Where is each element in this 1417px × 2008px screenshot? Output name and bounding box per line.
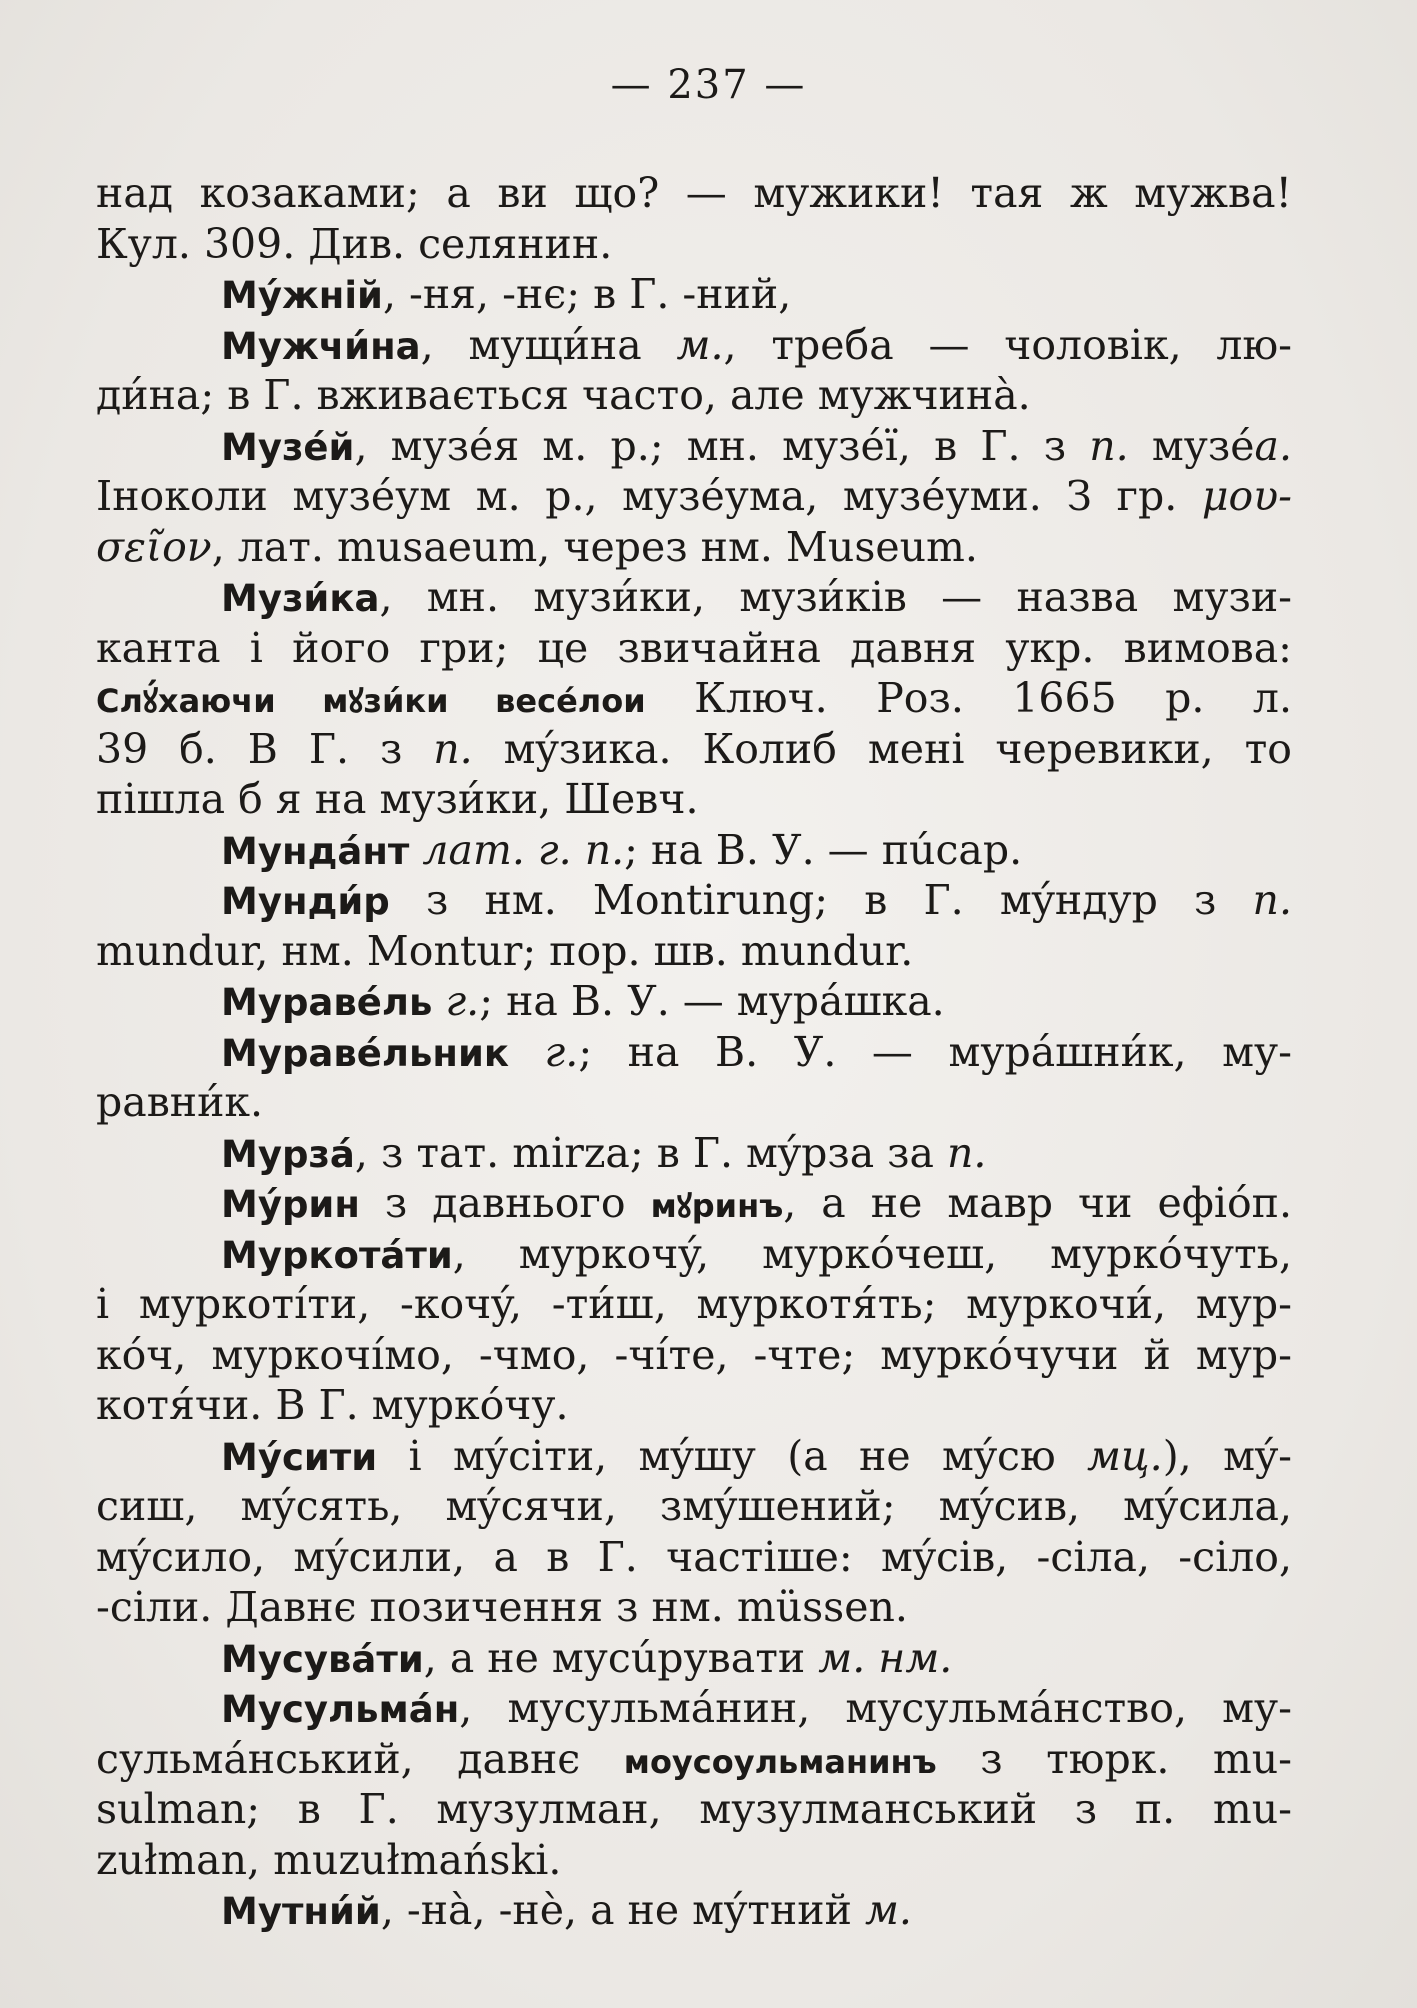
entry-line: Мундáнт лат. г. п.; на В. У. — пúсар. — [221, 825, 1023, 874]
headword: Мутни́й — [221, 1890, 381, 1933]
headword: Муравéльник — [221, 1031, 509, 1075]
text-line: sulman; в Г. музулман, музулманський з п. mu- — [96, 1785, 1292, 1833]
text-line: равни́к. — [96, 1078, 264, 1126]
text-line: над козаками; а ви що? — мужики! тая ж мужва! — [96, 169, 1292, 217]
text-line: Іноколи музéум м. р., музéума, музéуми. З гр. μου- — [96, 472, 1292, 520]
headword: Музéй — [221, 425, 355, 469]
headword: Муркотáти — [221, 1233, 453, 1277]
headword: Муравéль — [221, 981, 433, 1024]
entry-line: Муравéльник г.; на В. У. — мурáшни́к, му- — [221, 1027, 1292, 1076]
text-line: і муркотíти, -кочý, -ти́ш, муркотя́ть; муркочи́, мур- — [96, 1280, 1292, 1328]
entry-line: Мурзá, з тат. mirza; в Г. мýрза за п. — [221, 1128, 987, 1177]
text-line: пішла б я на музи́ки, Шевч. — [96, 775, 699, 823]
text-line: 39 б. В Г. з п. мýзика. Колиб мені черевики, то — [96, 724, 1292, 773]
headword: Мурзá — [221, 1132, 355, 1176]
text-line: Слꙋ́хаючи мꙋзи́ки весéлои Ключ. Роз. 1665 р. л. — [96, 674, 1292, 722]
text-line: Кул. 309. Див. селянин. — [96, 219, 613, 268]
entry-line: Мусульмáн, мусульмáнин, мусульмáнство, му- — [221, 1684, 1292, 1732]
church-slavonic-word: мꙋринъ — [650, 1187, 784, 1225]
entry-line: Музéй, музéя м. р.; мн. музéї, в Г. з п. музéа. — [221, 421, 1292, 470]
text-line: мýсило, мýсили, а в Г. частіше: мýсів, -сіла, -сіло, — [96, 1532, 1292, 1581]
headword: Мужчи́на — [221, 324, 421, 368]
text-line: кóч, муркочíмо, -чмо, -чíте, -чте; муркóчучи й мур- — [96, 1330, 1292, 1379]
text-line: zułman, muzułmański. — [96, 1835, 562, 1884]
text-line: котя́чи. В Г. муркóчу. — [96, 1381, 569, 1429]
text-line: сульмáнський, давнє моусоульманинъ з тюрк. mu- — [96, 1734, 1292, 1783]
page-number: — 237 — — [610, 62, 807, 108]
entry-line: Мýрин з давнього мꙋринъ, а не мавр чи ефіóп. — [221, 1179, 1292, 1227]
entry-line: Мунди́р з нм. Montirung; в Г. мýндур з п. — [221, 876, 1292, 924]
headword: Мундáнт — [221, 829, 410, 873]
headword: Мýрин — [221, 1183, 360, 1226]
headword: Мýжній — [221, 274, 383, 317]
headword: Мусувáти — [221, 1637, 424, 1681]
text-line: ди́на; в Г. вживається часто, але мужчинà. — [96, 371, 1031, 419]
text-line: сиш, мýсять, мýсячи, змýшений; мýсив, мýсила, — [96, 1482, 1292, 1530]
headword: Мýсити — [221, 1435, 378, 1479]
church-slavonic-quote: Слꙋ́хаючи мꙋзи́ки весéлои — [96, 682, 646, 720]
headword: Музи́ка — [221, 577, 380, 620]
headword: Мунди́р — [221, 880, 390, 923]
entry-line: Муркотáти, муркочý, муркóчеш, муркóчуть, — [221, 1229, 1292, 1278]
headword: Мусульмáн — [221, 1688, 460, 1731]
entry-line: Мýжній, -ня, -нє; в Г. -ний, — [221, 270, 792, 318]
entry-line: Мýсити і мýсіти, мýшу (а не мýсю мц.), мý- — [221, 1431, 1292, 1480]
text-line: канта і його гри; це звичайна давня укр. вимова: — [96, 623, 1292, 672]
entry-line: Мутни́й, -нà, -нè, а не мýтний м. — [221, 1886, 912, 1934]
dictionary-text — [96, 168, 1292, 1936]
text-line: mundur, нм. Montur; пор. шв. mundur. — [96, 926, 914, 975]
entry-line: Мужчи́на, мущи́на м., треба — чоловік, лю- — [221, 320, 1292, 369]
entry-line: Мусувáти, а не мусúрувати м. нм. — [221, 1633, 953, 1682]
church-slavonic-word: моусоульманинъ — [623, 1742, 937, 1781]
text-line: σεῖον, лат. musaeum, через нм. Museum. — [96, 522, 978, 571]
text-line: -сіли. Давнє позичення з нм. müssen. — [96, 1583, 908, 1631]
entry-line: Музи́ка, мн. музи́ки, музи́ків — назва музи- — [221, 573, 1292, 621]
entry-line: Муравéль г.; на В. У. — мурáшка. — [221, 977, 945, 1025]
